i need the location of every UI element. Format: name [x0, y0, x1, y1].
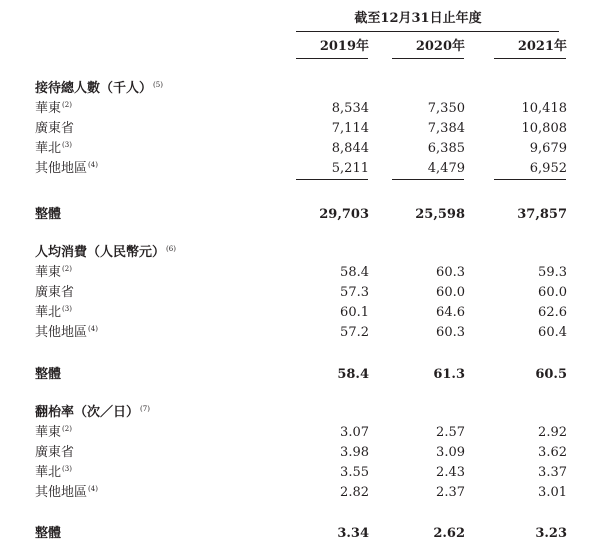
year-header-2021: 2021年: [517, 39, 567, 54]
section-title-turnover: 翻枱率（次／日）$^{(7)}$: [35, 405, 150, 420]
cell-2021: 60.4: [538, 325, 567, 340]
row-label: 其他地區$^{(4)}$: [35, 485, 98, 500]
year-rule-2019: [296, 58, 368, 59]
subtotal-rule: [494, 179, 566, 180]
cell-2020: 3.09: [436, 445, 465, 460]
total-2020: 2.62: [433, 526, 465, 541]
cell-2019: 57.2: [340, 325, 369, 340]
cell-2019: 3.55: [340, 465, 369, 480]
total-2021: 3.23: [535, 526, 567, 541]
row-label: 其他地區$^{(4)}$: [35, 161, 98, 176]
cell-2021: 2.92: [538, 425, 567, 440]
row-label: 華北$^{(3)}$: [35, 465, 72, 480]
year-rule-2020: [392, 58, 464, 59]
cell-2019: 5,211: [331, 161, 369, 176]
row-label: 廣東省: [35, 121, 75, 136]
row-label: 華東$^{(2)}$: [35, 425, 72, 440]
total-2019: 29,703: [319, 207, 369, 222]
subtotal-rule: [392, 179, 464, 180]
cell-2020: 60.3: [436, 265, 465, 280]
cell-2021: 62.6: [538, 305, 567, 320]
section-title-spending: 人均消費（人民幣元）$^{(6)}$: [35, 245, 176, 260]
total-2020: 25,598: [415, 207, 465, 222]
cell-2021: 59.3: [538, 265, 567, 280]
total-label: 整體: [35, 526, 62, 541]
cell-2019: 3.98: [340, 445, 369, 460]
total-2020: 61.3: [433, 367, 465, 382]
row-label: 華北$^{(3)}$: [35, 141, 72, 156]
cell-2021: 3.37: [538, 465, 567, 480]
cell-2020: 60.0: [436, 285, 465, 300]
cell-2019: 2.82: [340, 485, 369, 500]
cell-2020: 60.3: [436, 325, 465, 340]
cell-2019: 60.1: [340, 305, 369, 320]
cell-2019: 57.3: [340, 285, 369, 300]
row-label: 華東$^{(2)}$: [35, 101, 72, 116]
cell-2020: 2.57: [436, 425, 465, 440]
cell-2020: 7,384: [427, 121, 465, 136]
cell-2020: 64.6: [436, 305, 465, 320]
cell-2021: 10,418: [521, 101, 567, 116]
row-label: 其他地區$^{(4)}$: [35, 325, 98, 340]
cell-2020: 7,350: [427, 101, 465, 116]
total-2021: 60.5: [535, 367, 567, 382]
total-label: 整體: [35, 207, 62, 222]
cell-2020: 6,385: [427, 141, 465, 156]
year-header-2019: 2019年: [319, 39, 369, 54]
row-label: 華北$^{(3)}$: [35, 305, 72, 320]
cell-2021: 3.01: [538, 485, 567, 500]
cell-2020: 2.37: [436, 485, 465, 500]
total-2019: 3.34: [337, 526, 369, 541]
cell-2019: 58.4: [340, 265, 369, 280]
cell-2021: 3.62: [538, 445, 567, 460]
row-label: 廣東省: [35, 445, 75, 460]
cell-2019: 3.07: [340, 425, 369, 440]
cell-2021: 9,679: [529, 141, 567, 156]
total-2021: 37,857: [517, 207, 567, 222]
cell-2019: 8,844: [331, 141, 369, 156]
total-label: 整體: [35, 367, 62, 382]
subtotal-rule: [296, 179, 368, 180]
cell-2021: 10,808: [521, 121, 567, 136]
header-rule: [296, 31, 559, 32]
year-header-2020: 2020年: [415, 39, 465, 54]
cell-2020: 4,479: [427, 161, 465, 176]
year-rule-2021: [494, 58, 566, 59]
cell-2021: 60.0: [538, 285, 567, 300]
cell-2021: 6,952: [529, 161, 567, 176]
total-2019: 58.4: [337, 367, 369, 382]
cell-2020: 2.43: [436, 465, 465, 480]
row-label: 華東$^{(2)}$: [35, 265, 72, 280]
period-title: 截至12月31日止年度: [354, 11, 482, 26]
section-title-visitors: 接待總人數（千人）$^{(5)}$: [35, 81, 163, 96]
row-label: 廣東省: [35, 285, 75, 300]
cell-2019: 7,114: [331, 121, 369, 136]
cell-2019: 8,534: [331, 101, 369, 116]
